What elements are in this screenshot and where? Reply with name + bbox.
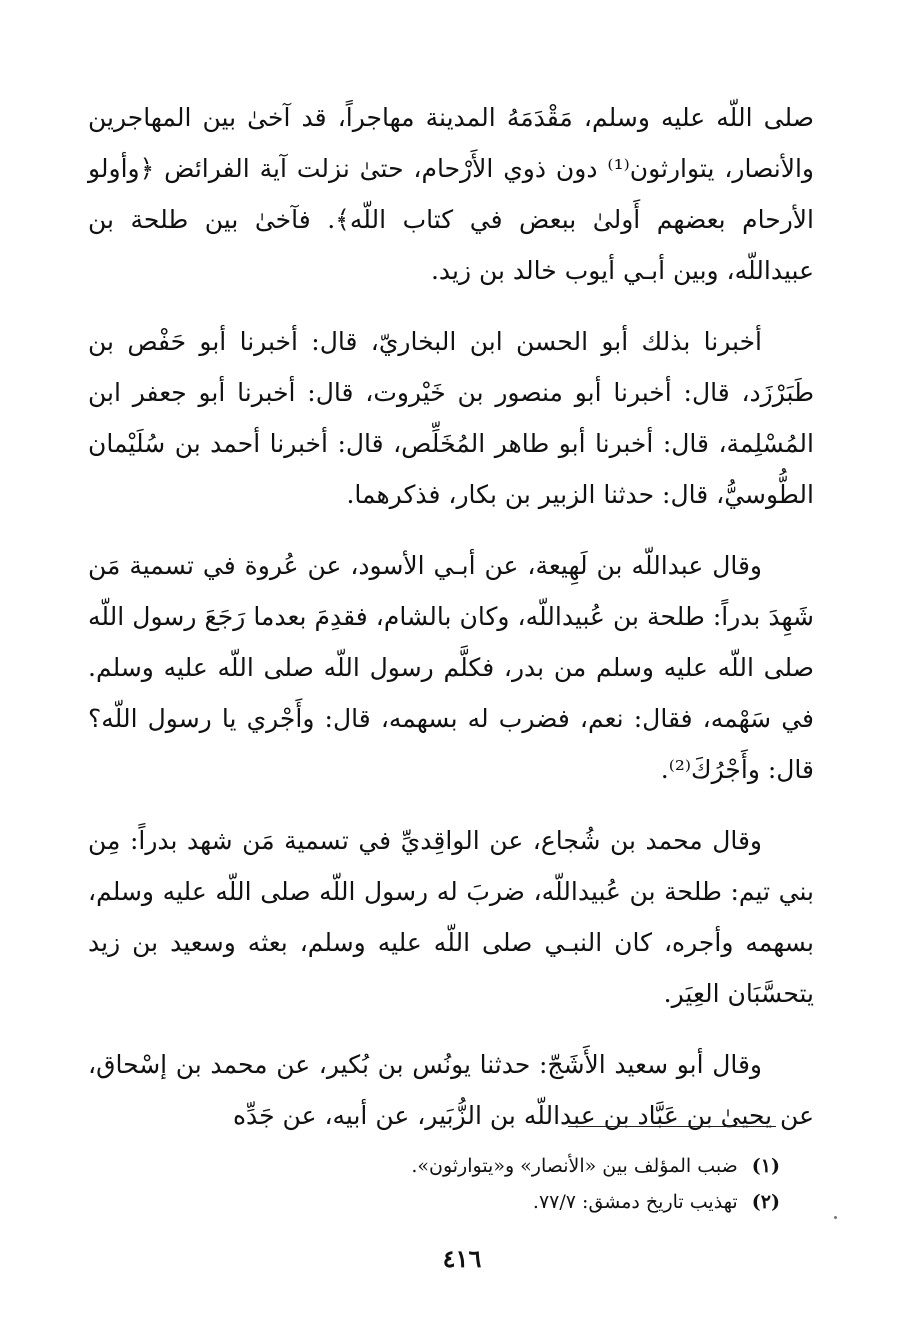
page-number: ٤١٦: [442, 1244, 482, 1273]
scan-speck: [834, 1216, 837, 1219]
footnote-2: [88, 1184, 780, 1220]
footnote-text: تهذيب تاريخ دمشق: ٧٧/٧.: [532, 1191, 738, 1213]
paragraph-4: وقال محمد بن شُجاع، عن الواقِديِّ في تسمية مَن شهد بدراً: مِن بني تيم: طلحة بن عُبيداللّه، ضربَ له رسول اللّه صلى اللّه عليه وسلم، بسهمه وأجره، كان النبـي صلى اللّه عليه وسلم، بعثه وسعيد بن زيد يتحسَّبَان العِيَر.: [88, 826, 814, 1008]
paragraph-5: وقال أبو سعيد الأَشَجّ: حدثنا يونُس بن بُكير، عن محمد بن إسْحاق، عن يحيىٰ بن عَبَّاد بن عبداللّه بن الزُّبَير، عن أبيه، عن جَدِّه: [88, 1050, 814, 1130]
paragraph-3: وقال عبداللّه بن لَهِيعة، عن أبـي الأسود، عن عُروة في تسمية مَن شَهِدَ بدراً: طلحة بن عُبيداللّه، وكان بالشام، فقدِمَ بعدما رَجَعَ رسول اللّه صلى اللّه عليه وسلم من بدر، فكلَّم رسول اللّه صلى اللّه عليه وسلم. في سَهْمه، فقال: نعم، فضرب له بسهمه، قال: وأَجْري يا رسول اللّه؟ قال: وأَجْرُكَ⁽²⁾.: [88, 551, 814, 784]
footnote-text: ضبب المؤلف بين «الأنصار» و«يتوارثون».: [411, 1155, 738, 1177]
main-text: [88, 92, 814, 1161]
footnote-number: (٢): [751, 1191, 780, 1213]
footnote-separator: [568, 1126, 776, 1127]
paragraph-1: صلى اللّه عليه وسلم، مَقْدَمَهُ المدينة مهاجراً، قد آخىٰ بين المهاجرين والأنصار، يتوارثون⁽¹⁾ دون ذوي الأَرْحام، حتىٰ نزلت آية الفرائض ﴿وأولو الأرحام بعضهم أَولىٰ ببعض في كتاب اللّه﴾. فآخىٰ بين طلحة بن عبيداللّه، وبين أبـي أيوب خالد بن زيد.: [88, 103, 814, 285]
footnote-1: [88, 1148, 780, 1184]
paragraph-2: أخبرنا بذلك أبو الحسن ابن البخاريّ، قال: أخبرنا أبو حَفْص بن طَبَرْزَد، قال: أخبرنا أبو منصور بن خَيْروت، قال: أخبرنا أبو جعفر ابن المُسْلِمة، قال: أخبرنا أبو طاهر المُخَلِّص، قال: أخبرنا أحمد بن سُلَيْمان الطُّوسيُّ، قال: حدثنا الزبير بن بكار، فذكرهما.: [88, 327, 814, 509]
footnotes: [88, 1148, 780, 1220]
footnote-number: (١): [751, 1155, 780, 1177]
